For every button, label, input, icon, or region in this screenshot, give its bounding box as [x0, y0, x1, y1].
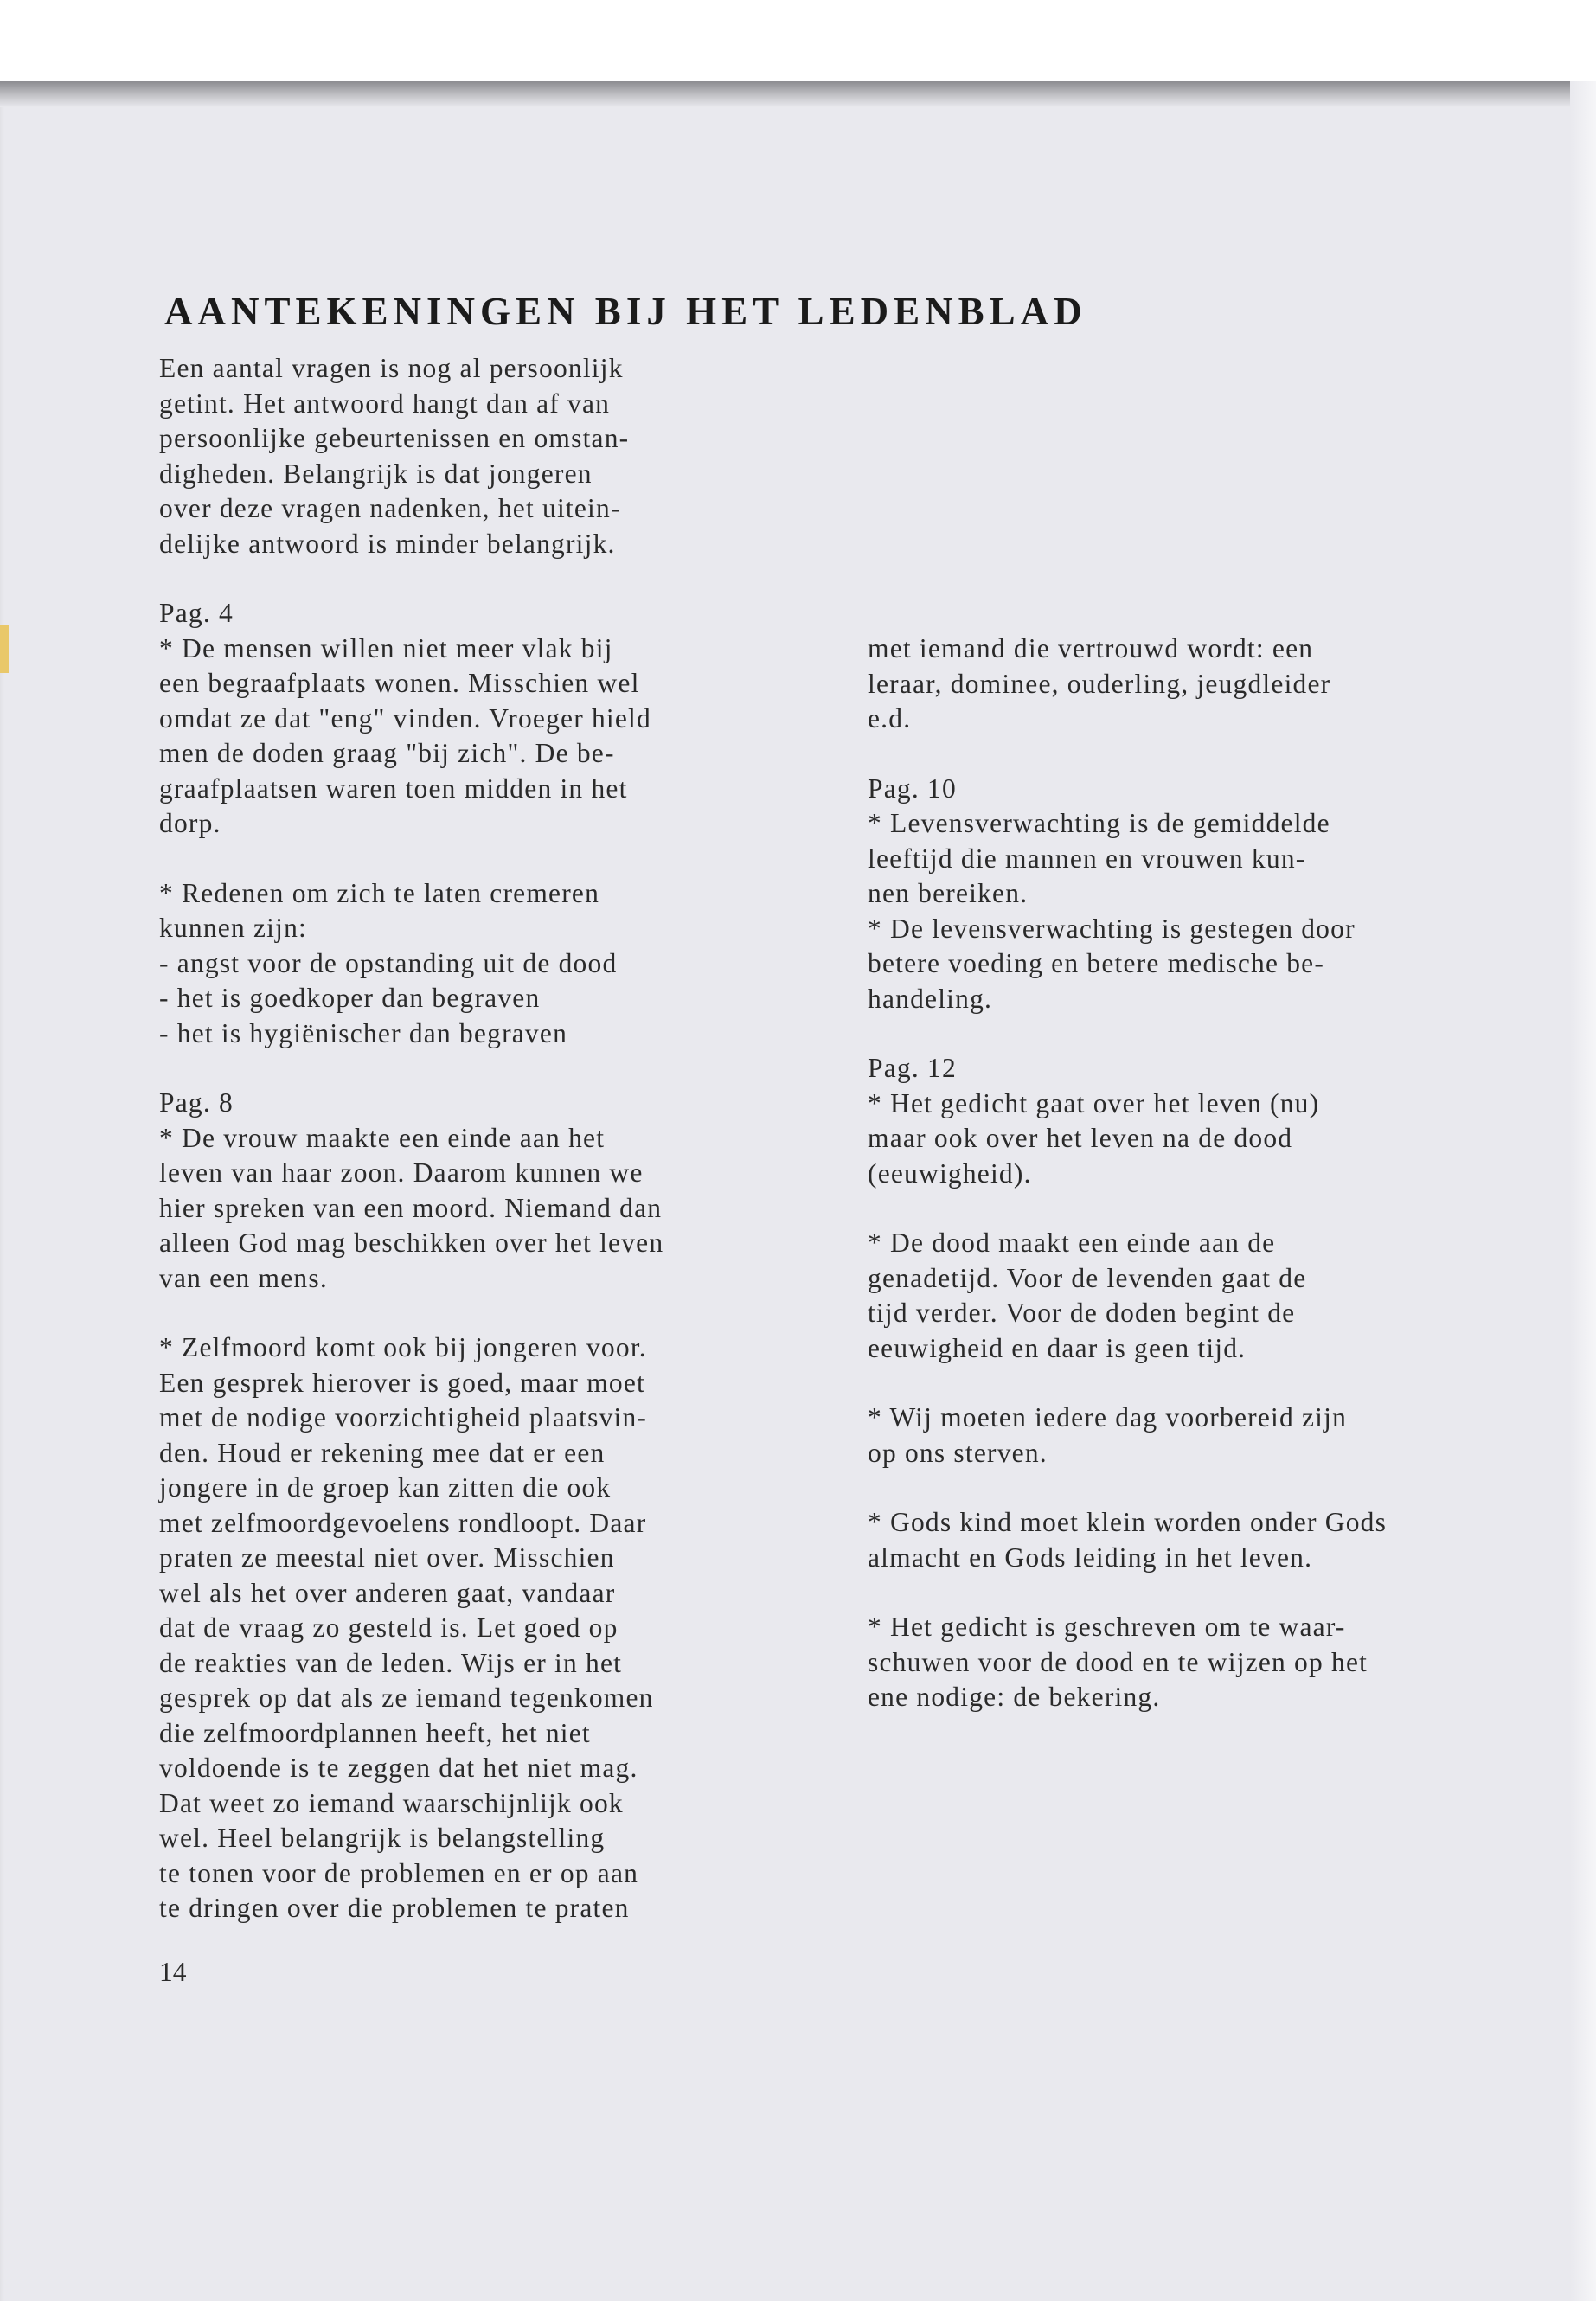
text-line: Een aantal vragen is nog al persoonlijk	[159, 353, 624, 383]
text-line: te tonen voor de problemen en er op aan	[159, 1857, 639, 1888]
text-line: jongere in de groep kan zitten die ook	[159, 1472, 612, 1503]
text-line: Pag. 10	[868, 772, 957, 804]
text-line: genadetijd. Voor de levenden gaat de	[868, 1262, 1307, 1293]
text-line: * Het gedicht gaat over het leven (nu)	[868, 1087, 1320, 1118]
text-line: * Het gedicht is geschreven om te waar-	[868, 1612, 1346, 1642]
text-line: gesprek op dat als ze iemand tegenkomen	[159, 1682, 654, 1713]
text-line: den. Houd er rekening mee dat er een	[159, 1437, 606, 1468]
text-line: ene nodige: de bekering.	[868, 1682, 1161, 1712]
page-right-edge	[1570, 81, 1596, 2301]
text-line: die zelfmoordplannen heeft, het niet	[159, 1717, 591, 1748]
text-line: * De vrouw maakte een einde aan het	[159, 1122, 606, 1153]
text-line: handeling.	[868, 983, 993, 1014]
text-line: tijd verder. Voor de doden begint de	[868, 1298, 1296, 1328]
text-line: Pag. 4	[159, 598, 234, 628]
text-line: dat de vraag zo gesteld is. Let goed op	[159, 1612, 619, 1643]
text-line: almacht en Gods leiding in het leven.	[868, 1541, 1313, 1573]
page-number: 14	[159, 1957, 187, 1987]
text-line: een begraafplaats wonen. Misschien wel	[159, 668, 640, 698]
text-line: voldoende is te zeggen dat het niet mag.	[159, 1753, 638, 1783]
text-line: getint. Het antwoord hangt dan af van	[159, 388, 611, 419]
scan-background	[0, 0, 1596, 81]
text-line: hier spreken van een moord. Niemand dan	[159, 1192, 663, 1223]
text-line: van een mens.	[159, 1262, 328, 1293]
text-line: Pag. 8	[159, 1087, 234, 1118]
text-line: * Redenen om zich te laten cremeren	[159, 877, 600, 908]
left-column	[159, 351, 799, 1961]
scan-edge-shadow	[0, 81, 1596, 107]
text-line: nen bereiken.	[868, 878, 1029, 908]
text-line: te dringen over die problemen te praten	[159, 1893, 630, 1923]
paragraph	[159, 596, 799, 842]
text-line: graafplaatsen waren toen midden in het	[159, 772, 628, 804]
text-line: met de nodige voorzichtigheid plaatsvin-	[159, 1402, 648, 1433]
paragraph	[868, 772, 1542, 1017]
text-line: praten ze meestal niet over. Misschien	[159, 1542, 615, 1573]
text-line: * Zelfmoord komt ook bij jongeren voor.	[159, 1332, 647, 1362]
text-line: men de doden graag "bij zich". De be-	[159, 738, 615, 768]
text-line: betere voeding en betere medische be-	[868, 948, 1325, 978]
text-line: met zelfmoordgevoelens rondloopt. Daar	[159, 1507, 647, 1538]
text-line: * Levensverwachting is de gemiddelde	[868, 808, 1330, 838]
paragraph	[159, 1086, 799, 1296]
text-line: * Wij moeten iedere dag voorbereid zijn	[868, 1402, 1348, 1433]
text-line: * De mensen willen niet meer vlak bij	[159, 632, 613, 663]
paragraph	[868, 1226, 1542, 1366]
paragraph	[868, 631, 1542, 737]
paragraph	[868, 1505, 1542, 1575]
text-line: Dat weet zo iemand waarschijnlijk ook	[159, 1787, 624, 1818]
text-line: (eeuwigheid).	[868, 1157, 1032, 1189]
paragraph	[159, 876, 799, 1052]
text-line: leven van haar zoon. Daarom kunnen we	[159, 1157, 644, 1188]
text-line: leraar, dominee, ouderling, jeugdleider	[868, 668, 1331, 699]
text-line: wel als het over anderen gaat, vandaar	[159, 1577, 616, 1608]
paragraph	[159, 1330, 799, 1926]
paragraph	[868, 1610, 1542, 1715]
text-line: maar ook over het leven na de dood	[868, 1123, 1293, 1153]
text-line: * De dood maakt een einde aan de	[868, 1227, 1276, 1258]
text-line: over deze vragen nadenken, het uitein-	[159, 493, 621, 523]
page-title: AANTEKENINGEN BIJ HET LEDENBLAD	[164, 290, 1087, 333]
text-line: * De levensverwachting is gestegen door	[868, 913, 1356, 944]
text-line: - het is hygiënischer dan begraven	[159, 1017, 568, 1048]
text-line: schuwen voor de dood en te wijzen op het	[868, 1646, 1368, 1677]
paragraph	[159, 351, 799, 561]
text-line: Een gesprek hierover is goed, maar moet	[159, 1367, 645, 1398]
text-line: de reakties van de leden. Wijs er in het	[159, 1647, 623, 1678]
text-line: omdat ze dat "eng" vinden. Vroeger hield	[159, 702, 651, 734]
text-line: op ons sterven.	[868, 1437, 1048, 1468]
text-line: digheden. Belangrijk is dat jongeren	[159, 458, 593, 489]
paragraph	[868, 1400, 1542, 1471]
text-line: leeftijd die mannen en vrouwen kun-	[868, 843, 1306, 874]
text-line: e.d.	[868, 703, 912, 734]
text-line: wel. Heel belangrijk is belangstelling	[159, 1823, 606, 1853]
right-column	[868, 631, 1542, 1750]
page-marker-tab	[0, 625, 9, 673]
text-line: persoonlijke gebeurtenissen en omstan-	[159, 423, 630, 453]
text-line: met iemand die vertrouwd wordt: een	[868, 633, 1314, 663]
text-line: - angst voor de opstanding uit de dood	[159, 947, 618, 978]
text-line: eeuwigheid en daar is geen tijd.	[868, 1332, 1247, 1363]
text-line: Pag. 12	[868, 1053, 957, 1083]
paragraph	[868, 1051, 1542, 1191]
text-line: delijke antwoord is minder belangrijk.	[159, 528, 616, 559]
text-line: * Gods kind moet klein worden onder Gods	[868, 1507, 1388, 1537]
text-line: alleen God mag beschikken over het leven	[159, 1227, 664, 1258]
text-line: kunnen zijn:	[159, 913, 307, 943]
text-line: - het is goedkoper dan begraven	[159, 983, 541, 1013]
text-line: dorp.	[159, 808, 221, 838]
